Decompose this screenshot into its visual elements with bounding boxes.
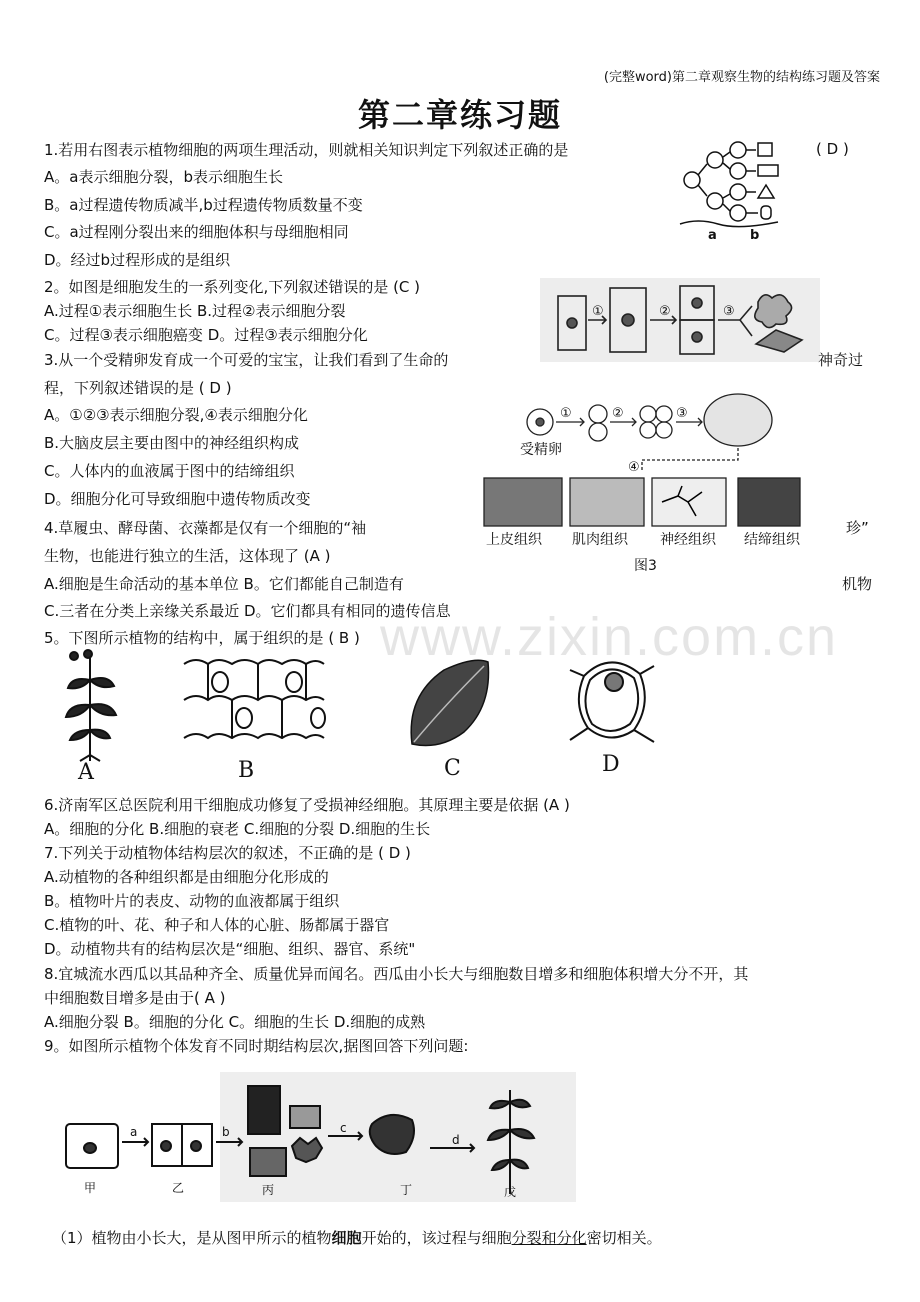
q9-fig-label: 甲 (84, 1181, 97, 1195)
q3-stem-right: 神奇过 (818, 351, 864, 369)
q1-cell-division-diagram (678, 136, 790, 246)
q9-fig-arrow-label: c (340, 1121, 347, 1135)
q3-tissue-label: 结缔组织 (744, 532, 800, 548)
q7-option-a: A.动植物的各种组织都是由细胞分化形成的 (44, 868, 329, 886)
q7-option-d: D。动植物共有的结构层次是“细胞、组织、器官、系统" (44, 940, 416, 958)
q9-fig-label: 乙 (172, 1181, 185, 1195)
q3-option-c: C。人体内的血液属于图中的结缔组织 (44, 462, 295, 480)
q8-options: A.细胞分裂 B。细胞的分化 C。细胞的生长 D.细胞的成熟 (44, 1013, 426, 1031)
q2-fig-step-1: ① (592, 304, 604, 319)
q3-fig-step-2: ② (612, 406, 624, 421)
q2-fig-step-2: ② (659, 304, 671, 319)
q9-answer-1-u2: 分化 (556, 1229, 587, 1247)
q3-development-diagram (480, 392, 800, 532)
q2-fig-step-3: ③ (723, 304, 735, 319)
q5-label: A (78, 760, 94, 785)
q3-option-b: B.大脑皮层主要由图中的神经组织构成 (44, 434, 300, 452)
q3-tissue-label: 神经组织 (660, 532, 716, 548)
page-title: 第二章练习题 (357, 96, 562, 134)
q2-options-cd: C。过程③表示细胞癌变 D。过程③表示细胞分化 (44, 326, 368, 344)
q9-development-diagram (60, 1072, 576, 1202)
q4-stem-right: 珍” (846, 519, 869, 537)
q5-label: B (238, 758, 255, 783)
q9-fig-label: 戊 (504, 1185, 517, 1199)
q9-answer-1-bold: 细胞 (331, 1229, 362, 1247)
q2-stem: 2。如图是细胞发生的一系列变化,下列叙述错误的是 (C ) (44, 278, 421, 296)
q4-stem-2: 生物，也能进行独立的生活，这体现了 (A ) (44, 547, 331, 565)
q1-option-b: B。a过程遗传物质减半,b过程遗传物质数量不变 (44, 196, 363, 214)
q1-stem: 1.若用右图表示植物细胞的两项生理活动，则就相关知识判定下列叙述正确的是 (44, 141, 569, 159)
q9-fig-arrow-label: b (222, 1125, 230, 1139)
q4-stem-left: 4.草履虫、酵母菌、衣藻都是仅有一个细胞的“袖 (44, 519, 367, 537)
q5-label: C (444, 756, 461, 781)
q1-option-c: C。a过程刚分裂出来的细胞体积与母细胞相同 (44, 223, 349, 241)
q1-answer: ( D ) (816, 140, 849, 158)
q7-stem: 7.下列关于动植物体结构层次的叙述，不正确的是 ( D ) (44, 844, 411, 862)
q3-tissue-label: 肌肉组织 (572, 532, 628, 548)
q5-plant-figure (60, 650, 120, 760)
q9-stem: 9。如图所示植物个体发育不同时期结构层次,据图回答下列问题: (44, 1037, 469, 1055)
q9-answer-1-and: 和 (541, 1229, 557, 1247)
q3-fig-step-3: ③ (676, 406, 688, 421)
q3-fig-step-4: ④ (628, 460, 640, 475)
q3-stem-left: 3.从一个受精卵发育成一个可爱的宝宝，让我们看到了生命的 (44, 351, 449, 369)
q2-options-ab: A.过程①表示细胞生长 B.过程②表示细胞分裂 (44, 302, 346, 320)
q6-options: A。细胞的分化 B.细胞的衰老 C.细胞的分裂 D.细胞的生长 (44, 820, 431, 838)
q1-option-a: A。a表示细胞分裂，b表示细胞生长 (44, 168, 283, 186)
page-header: (完整word)第二章观察生物的结构练习题及答案 (603, 70, 880, 85)
q1-fig-label-b: b (750, 228, 760, 243)
q9-fig-label: 丙 (262, 1183, 275, 1197)
q1-option-d: D。经过b过程形成的是组织 (44, 251, 231, 269)
q3-stem-2: 程，下列叙述错误的是 ( D ) (44, 379, 232, 397)
q5-cell-figure (570, 654, 654, 746)
q5-stem: 5。下图所示植物的结构中，属于组织的是 ( B ) (44, 629, 360, 647)
q9-answer-1-mid: 开始的，该过程与细胞 (361, 1229, 512, 1247)
q7-option-b: B。植物叶片的表皮、动物的血液都属于组织 (44, 892, 340, 910)
q3-option-a: A。①②③表示细胞分裂,④表示细胞分化 (44, 406, 308, 424)
q4-options-cd: C.三者在分类上亲缘关系最近 D。它们都具有相同的遗传信息 (44, 602, 451, 620)
q4-options-ab-right: 机物 (842, 575, 873, 593)
q8-stem-2: 中细胞数目增多是由于( A ) (44, 989, 226, 1007)
q9-fig-label: 丁 (400, 1183, 413, 1197)
q9-answer-1-u1: 分裂 (511, 1229, 542, 1247)
q3-tissue-label: 上皮组织 (486, 532, 542, 548)
q9-answer-1-post: 密切相关。 (586, 1229, 662, 1247)
q3-fig-caption: 图3 (634, 558, 657, 574)
watermark: www.zixin.com.cn (380, 607, 839, 667)
q8-stem: 8.宜城流水西瓜以其品种齐全、质量优异而闻名。西瓜由小长大与细胞数目增多和细胞体积增大分不开，其 (44, 965, 749, 983)
q9-fig-arrow-label: d (452, 1133, 460, 1147)
q1-fig-label-a: a (708, 228, 717, 243)
q3-fig-egg: 受精卵 (520, 442, 562, 458)
q7-option-c: C.植物的叶、花、种子和人体的心脏、肠都属于器官 (44, 916, 390, 934)
q4-options-ab-left: A.细胞是生命活动的基本单位 B。它们都能自己制造有 (44, 575, 404, 593)
q5-tissue-figure (180, 654, 330, 750)
q5-label: D (602, 752, 620, 777)
q9-fig-arrow-label: a (130, 1125, 138, 1139)
q5-leaf-figure (404, 656, 494, 750)
q9-answer-1-pre: （1）植物由小长大，是从图甲所示的植物 (52, 1229, 332, 1247)
q2-cell-change-diagram (540, 278, 820, 362)
q3-fig-step-1: ① (560, 406, 572, 421)
q6-stem: 6.济南军区总医院利用干细胞成功修复了受损神经细胞。其原理主要是依据 (A ) (44, 796, 570, 814)
q3-option-d: D。细胞分化可导致细胞中遗传物质改变 (44, 490, 311, 508)
q9-answer-1 (52, 1228, 662, 1248)
